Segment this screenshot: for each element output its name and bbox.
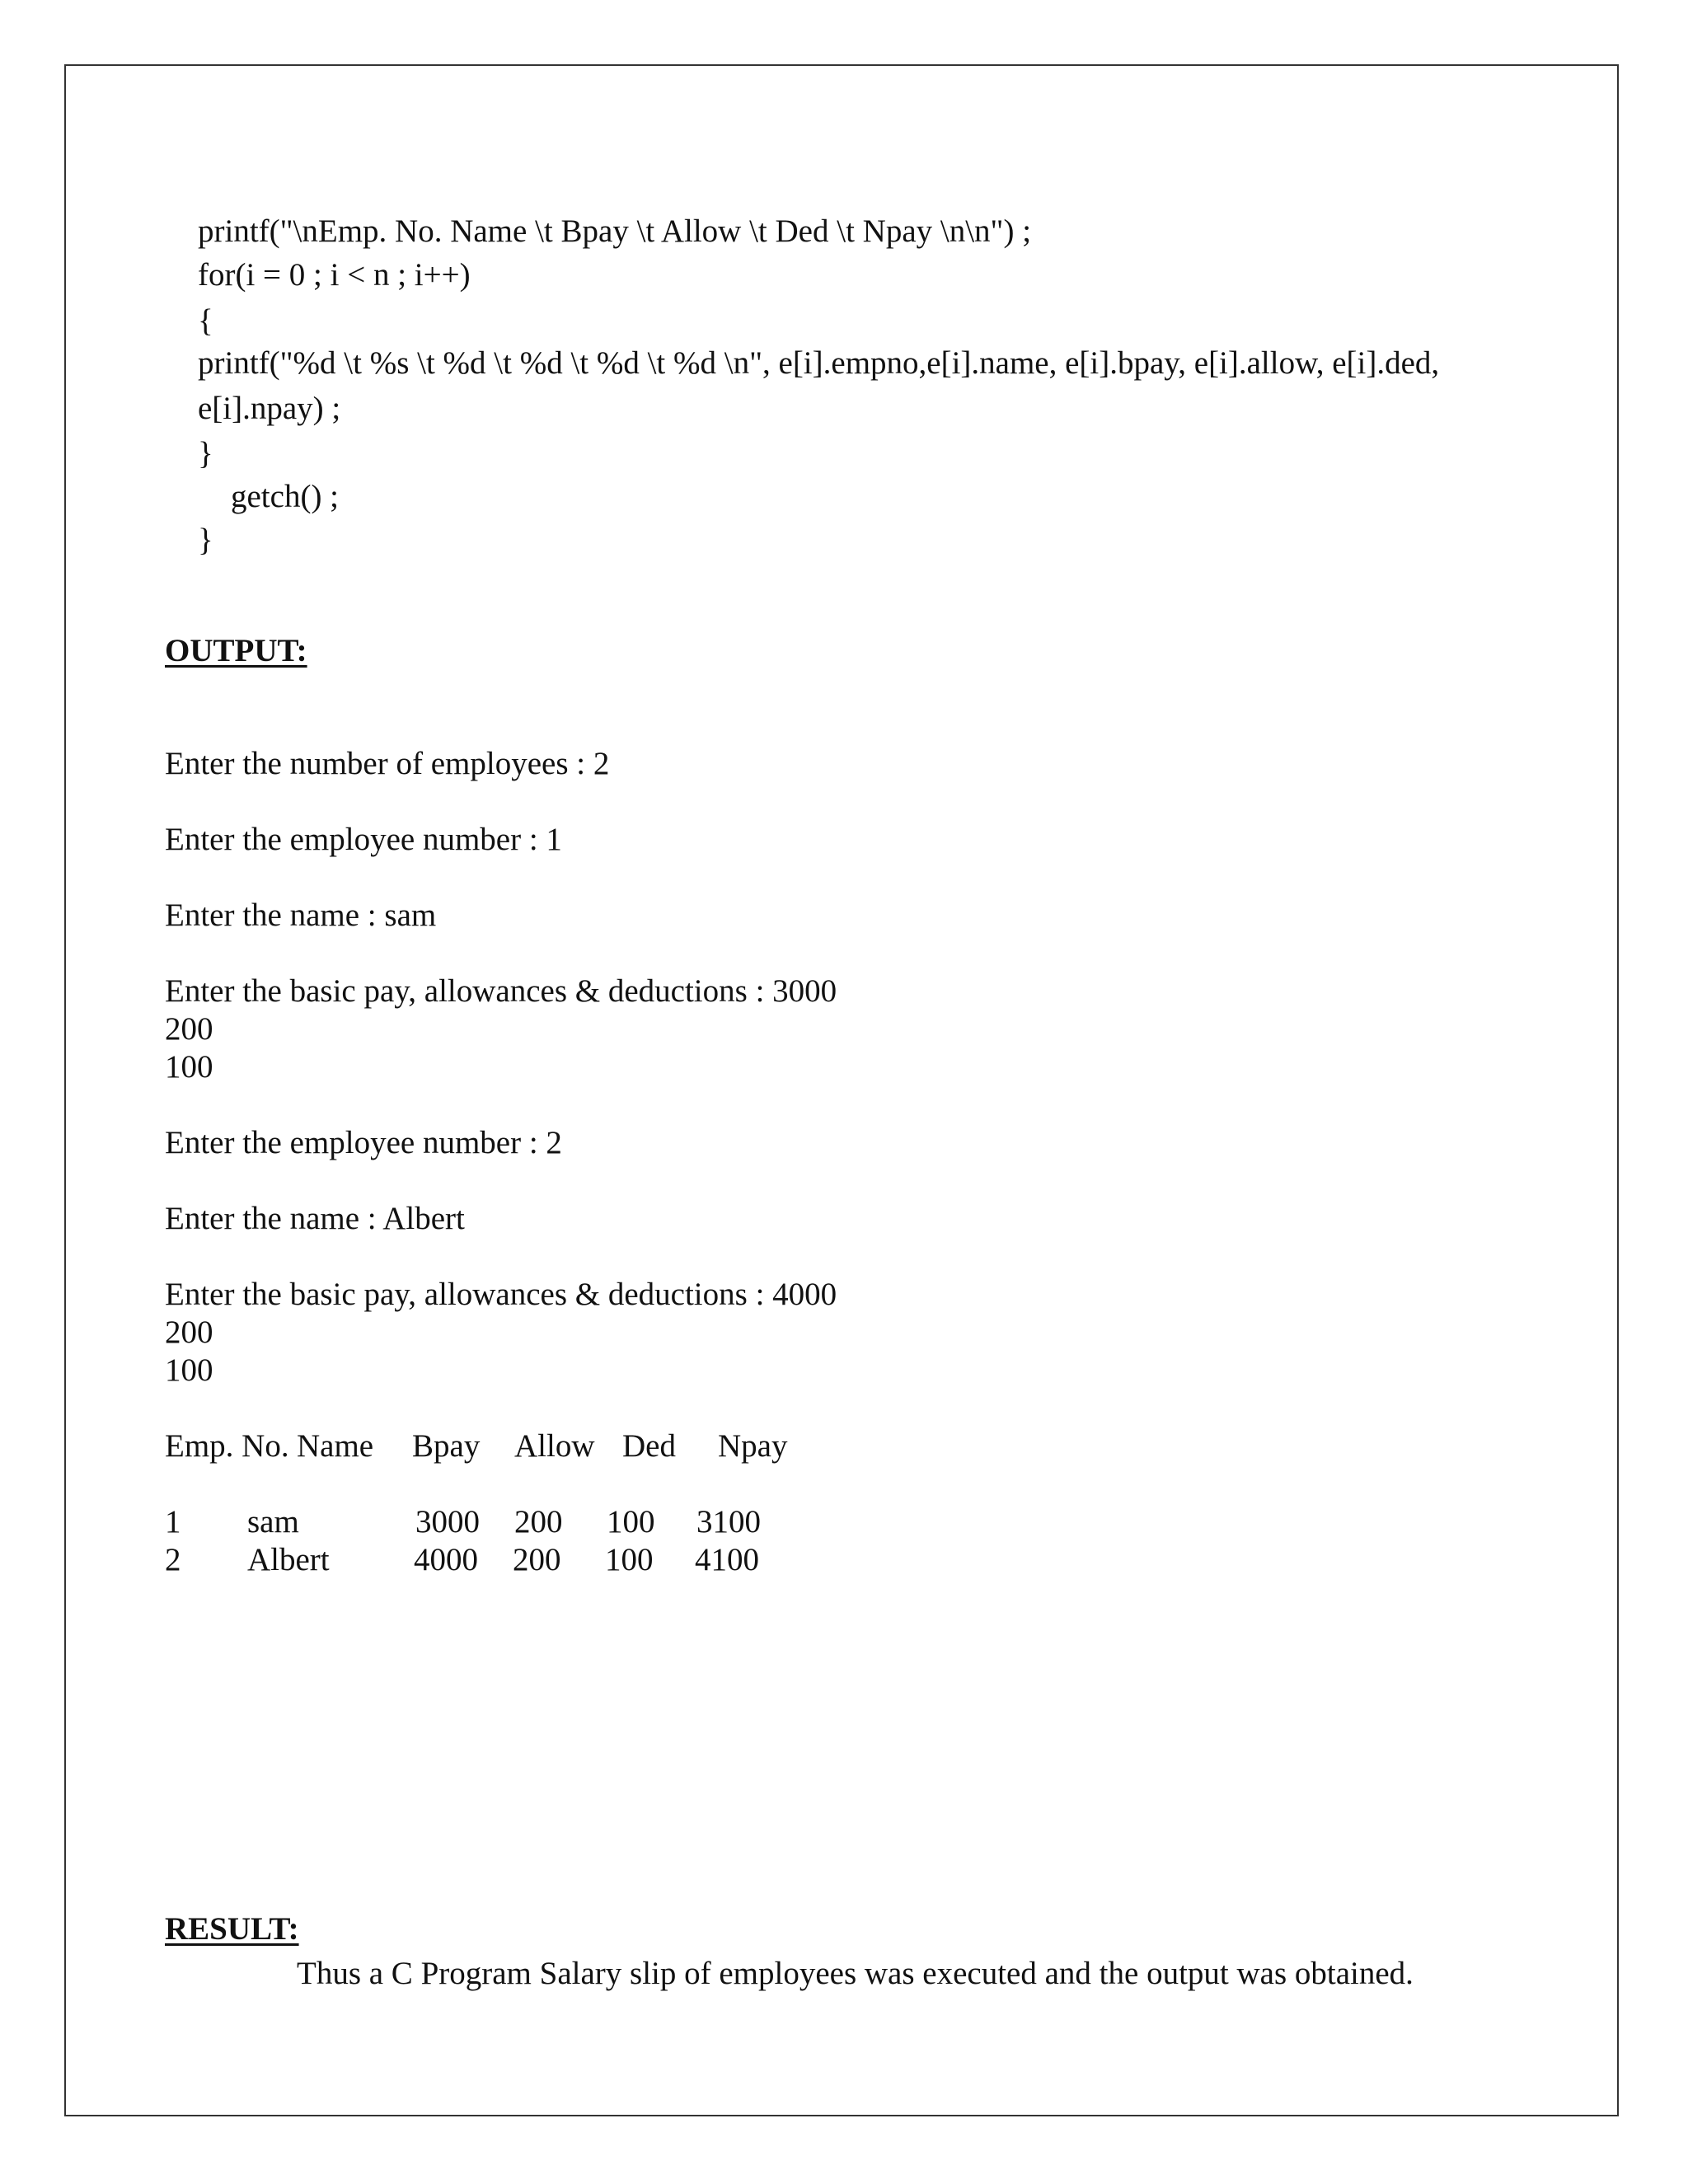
output-line: Enter the name : Albert	[165, 1201, 465, 1236]
output-line: Enter the basic pay, allowances & deductions : 4000	[165, 1277, 837, 1312]
result-heading: RESULT:	[165, 1911, 299, 1947]
table-cell: 3100	[696, 1504, 761, 1540]
table-cell: 2	[165, 1542, 181, 1577]
output-line: Enter the name : sam	[165, 898, 437, 933]
table-cell: Albert	[247, 1542, 330, 1577]
output-line: Enter the number of employees : 2	[165, 746, 610, 781]
result-text: Thus a C Program Salary slip of employees was executed and the output was obtained.	[297, 1956, 1414, 1991]
table-header: Name	[297, 1428, 374, 1464]
table-header: Bpay	[412, 1428, 481, 1464]
table-cell: 100	[607, 1504, 655, 1540]
table-cell: 3000	[415, 1504, 480, 1540]
output-heading: OUTPUT:	[165, 633, 307, 668]
code-line: }	[198, 436, 213, 471]
output-line: Enter the basic pay, allowances & deductions : 3000	[165, 973, 837, 1009]
output-line: 200	[165, 1315, 213, 1350]
table-header: Npay	[718, 1428, 788, 1464]
table-cell: 200	[514, 1504, 563, 1540]
table-cell: sam	[247, 1504, 299, 1540]
code-line: }	[198, 523, 213, 558]
output-line: 100	[165, 1049, 213, 1085]
table-cell: 4000	[414, 1542, 478, 1577]
table-cell: 4100	[695, 1542, 759, 1577]
code-line: for(i = 0 ; i < n ; i++)	[198, 257, 471, 293]
table-cell: 1	[165, 1504, 181, 1540]
code-line: e[i].npay) ;	[198, 391, 341, 426]
output-line: Enter the employee number : 1	[165, 822, 562, 857]
code-line: printf("\nEmp. No. Name \t Bpay \t Allow \t Ded \t Npay \n\n") ;	[198, 213, 1032, 249]
code-line: {	[198, 303, 213, 339]
code-line: printf("%d \t %s \t %d \t %d \t %d \t %d \n", e[i].empno,e[i].name, e[i].bpay, e[i].allow, e[i].ded,	[198, 345, 1440, 381]
code-line: getch() ;	[231, 479, 340, 514]
table-cell: 100	[605, 1542, 654, 1577]
table-cell: 200	[513, 1542, 561, 1577]
output-line: 200	[165, 1011, 213, 1047]
table-header: Allow	[514, 1428, 595, 1464]
table-header: Emp. No.	[165, 1428, 289, 1464]
table-header: Ded	[622, 1428, 676, 1464]
output-line: Enter the employee number : 2	[165, 1125, 562, 1160]
output-line: 100	[165, 1352, 213, 1388]
